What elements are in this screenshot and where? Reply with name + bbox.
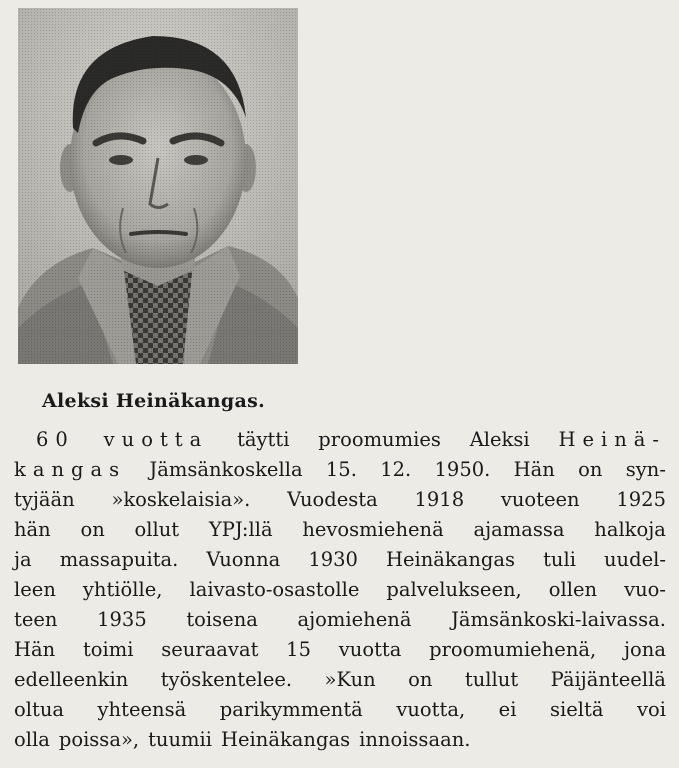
word: ajomiehenä <box>297 608 412 631</box>
word: seuraavat <box>161 638 259 661</box>
word: edelleenkin <box>14 668 129 691</box>
word: vuotta <box>338 638 402 661</box>
article-body <box>14 425 666 755</box>
word: Vuodesta <box>287 488 378 511</box>
word: poissa», <box>58 728 140 751</box>
word: Jämsänkoski-laivassa. <box>451 608 666 631</box>
word: ollut <box>134 518 180 541</box>
word: 1930 <box>308 548 358 571</box>
word: 12. <box>380 458 412 481</box>
word: jona <box>623 638 666 661</box>
word: proomumiehenä, <box>429 638 597 661</box>
article-line <box>14 665 666 695</box>
word: Vuonna <box>206 548 281 571</box>
word: teen <box>14 608 58 631</box>
word: 1918 <box>414 488 465 511</box>
word: vuo- <box>624 578 666 601</box>
article-line <box>14 515 666 545</box>
word: on <box>408 668 433 691</box>
word: täytti <box>237 428 290 451</box>
word: palvelukseen, <box>386 578 522 601</box>
word: YPJ:llä <box>208 518 273 541</box>
article-line <box>14 545 666 575</box>
word: 1925 <box>616 488 666 511</box>
word: tyjään <box>14 488 75 511</box>
article-line <box>14 605 666 635</box>
word: sieltä <box>549 698 604 721</box>
word: 60 <box>36 428 75 451</box>
word: vuoteen <box>500 488 580 511</box>
word: yhteensä <box>97 698 187 721</box>
word: Heinäkangas <box>221 728 351 751</box>
word: vuotta, <box>396 698 466 721</box>
word: leen <box>14 578 56 601</box>
word: kangas <box>14 458 127 481</box>
word: Hän <box>513 458 555 481</box>
article-line <box>14 635 666 665</box>
article-line <box>14 695 666 725</box>
word: hän <box>14 518 51 541</box>
word: massapuita. <box>59 548 179 571</box>
word: on <box>80 518 105 541</box>
word: oltua <box>14 698 64 721</box>
word: olla <box>14 728 50 751</box>
word: uudel- <box>603 548 666 571</box>
word: 1935 <box>97 608 147 631</box>
word: työskentelee. <box>160 668 293 691</box>
word: Heinä- <box>558 428 666 451</box>
word: »koskelaisia». <box>111 488 251 511</box>
photo-caption: Aleksi Heinäkangas. <box>42 390 266 412</box>
article-line <box>14 575 666 605</box>
word: 15 <box>286 638 311 661</box>
word: Heinäkangas <box>385 548 516 571</box>
word: ja <box>14 548 32 571</box>
word: Jämsänkoskella <box>149 458 303 481</box>
word: ollen <box>548 578 598 601</box>
article-line <box>14 455 666 485</box>
word: innoissaan. <box>359 728 471 751</box>
word: Päijänteellä <box>550 668 666 691</box>
word: halkoja <box>594 518 666 541</box>
word: laivasto-osastolle <box>189 578 360 601</box>
word: 1950. <box>434 458 491 481</box>
article-line <box>14 725 666 755</box>
word: vuotta <box>103 428 209 451</box>
word: syn- <box>625 458 666 481</box>
word: parikymmentä <box>219 698 363 721</box>
article-line <box>14 425 666 455</box>
word: voi <box>637 698 666 721</box>
word: 15. <box>325 458 357 481</box>
word: hevosmiehenä <box>302 518 444 541</box>
portrait-photo <box>18 8 298 364</box>
word: Hän <box>14 638 56 661</box>
word: tuumii <box>148 728 212 751</box>
portrait-image <box>18 8 298 364</box>
word: toimi <box>82 638 134 661</box>
word: tullut <box>464 668 519 691</box>
word: proomumies <box>318 428 441 451</box>
word: ajamassa <box>473 518 565 541</box>
word: ei <box>498 698 517 721</box>
article-line <box>14 485 666 515</box>
word: yhtiölle, <box>82 578 163 601</box>
word: Aleksi <box>469 428 530 451</box>
word: toisena <box>186 608 258 631</box>
word: »Kun <box>324 668 376 691</box>
word: on <box>578 458 603 481</box>
word: tuli <box>543 548 576 571</box>
